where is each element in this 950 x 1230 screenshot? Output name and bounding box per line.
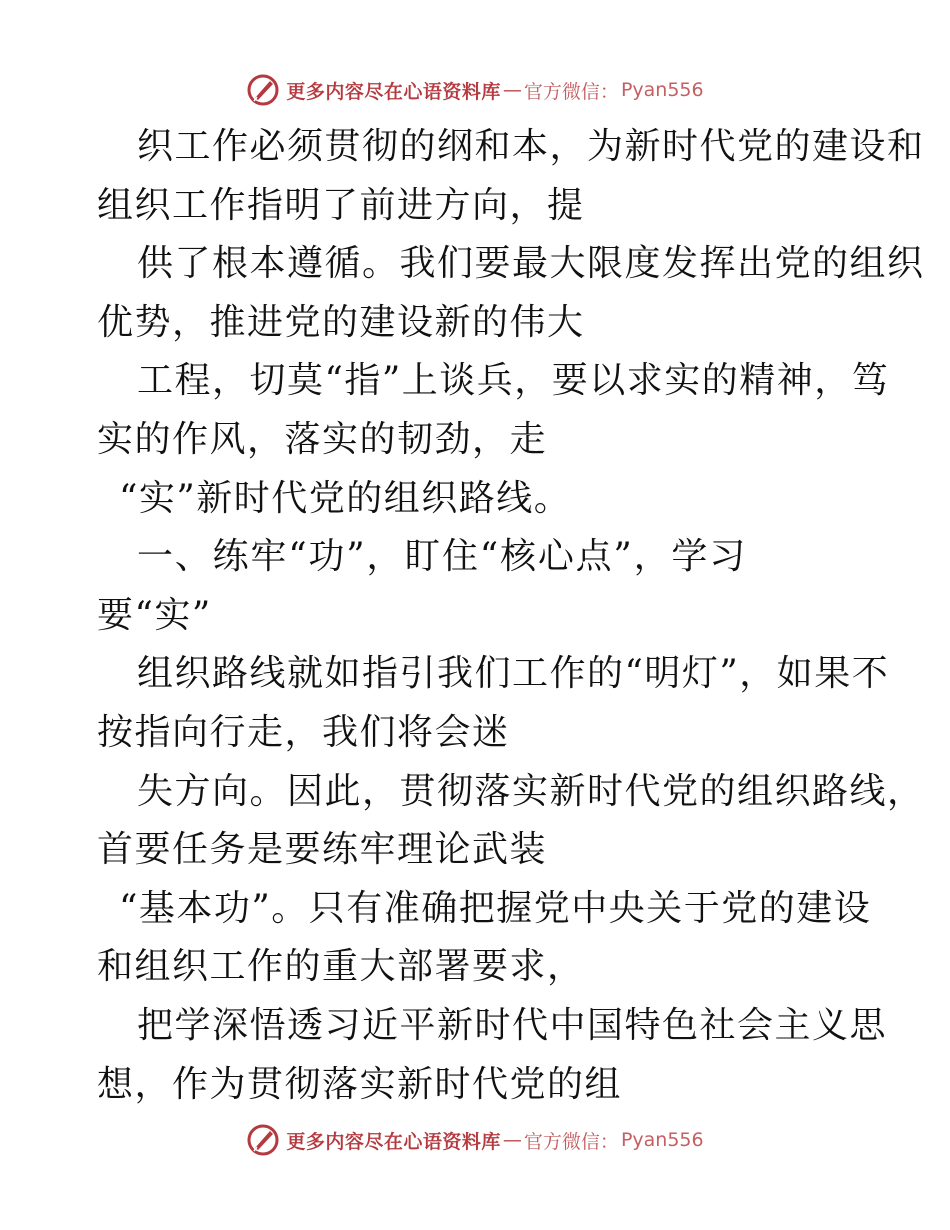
watermark-dash: — <box>502 79 522 101</box>
watermark-dash: — <box>502 1129 522 1151</box>
body-text <box>97 118 925 1114</box>
watermark-wechat-id: Pyan556 <box>620 1129 704 1151</box>
text-line: 组织路线就如指引我们工作的“明灯”，如果不 <box>137 653 890 695</box>
watermark-wechat-label: 官方微信： <box>523 80 619 103</box>
text-line: 供了根本遵循。我们要最大限度发挥出党的组织 <box>137 243 925 285</box>
watermark-brand: 更多内容尽在心语资料库 <box>286 1130 501 1153</box>
quill-logo-icon <box>246 73 280 107</box>
text-line: 组织工作指明了前进方向，提 <box>97 184 585 226</box>
header-watermark <box>0 70 950 110</box>
text-line: 工程，切莫“指”上谈兵，要以求实的精神，笃 <box>137 360 890 402</box>
text-line: “基本功”。只有准确把握党中央关于党的建设 <box>119 887 872 929</box>
watermark-wechat-label: 官方微信： <box>523 1130 619 1153</box>
text-line: 和组织工作的重大部署要求， <box>97 946 585 988</box>
text-line: 失方向。因此，贯彻落实新时代党的组织路线， <box>137 770 925 812</box>
section-heading: 一、练牢“功”，盯住“核心点”，学习 <box>137 536 748 578</box>
text-line: 把学深悟透习近平新时代中国特色社会主义思 <box>137 1004 888 1046</box>
footer-watermark <box>0 1120 950 1160</box>
text-line: 想，作为贯彻落实新时代党的组 <box>97 1063 623 1105</box>
text-line: 按指向行走，我们将会迷 <box>97 711 510 753</box>
watermark-wechat-id: Pyan556 <box>620 79 704 101</box>
text-line: 首要任务是要练牢理论武装 <box>97 829 548 871</box>
text-line: “实”新时代党的组织路线。 <box>119 477 572 519</box>
text-line: 实的作风，落实的韧劲，走 <box>97 418 548 460</box>
section-heading-continued: 要“实” <box>97 594 212 636</box>
text-line: 优势，推进党的建设新的伟大 <box>97 301 585 343</box>
quill-logo-icon <box>246 1123 280 1157</box>
watermark-brand: 更多内容尽在心语资料库 <box>286 80 501 103</box>
text-line: 织工作必须贯彻的纲和本，为新时代党的建设和 <box>137 126 925 167</box>
